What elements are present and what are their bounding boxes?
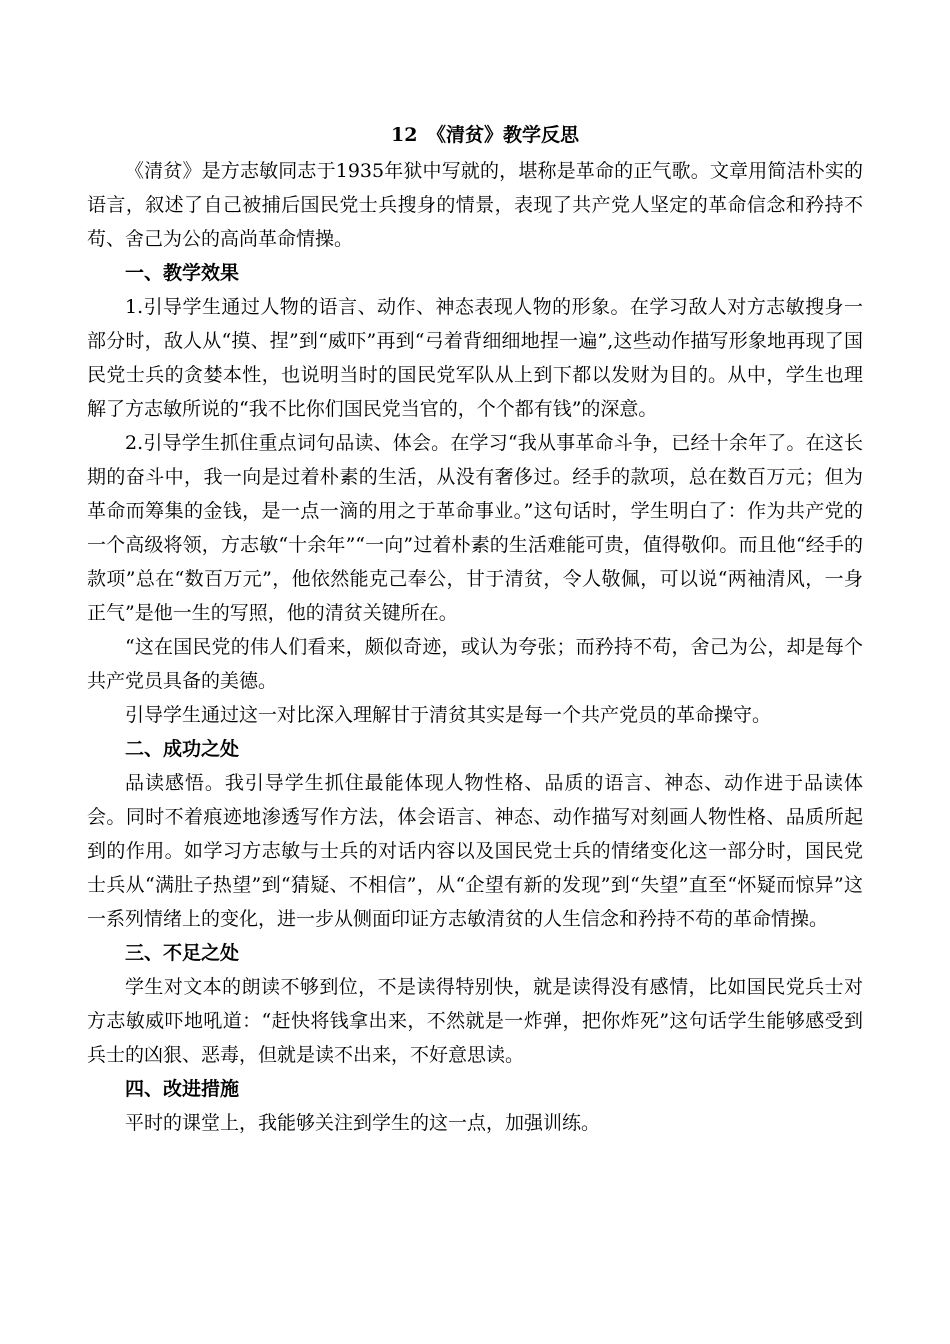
successes-paragraph: 品读感悟。我引导学生抓住最能体现人物性格、品质的语言、神态、动作进于品读体会。同时不着痕迹地渗透写作方法，体会语言、神态、动作描写对刻画人物性格、品质所起到的作用。如学习方志敏与士兵的对话内容以及国民党士兵的情绪变化这一部分时，国民党士兵从“满肚子热望”到“猜疑、不相信”，从“企望有新的发现”到“失望”直至“怀疑而惊异”这一系列情绪上的变化，进一步从侧面印证方志敏清贫的人生信念和矜持不苟的革命情操。 [87, 772, 863, 930]
section-heading-shortcomings: 三、不足之处 [125, 942, 240, 964]
section-heading-improvements: 四、改进措施 [125, 1078, 240, 1100]
section-heading-successes: 二、成功之处 [125, 738, 240, 760]
improvements-paragraph: 平时的课堂上，我能够关注到学生的这一点，加强训练。 [125, 1112, 601, 1134]
shortcomings-paragraph: 学生对文本的朗读不够到位，不是读得特别快，就是读得没有感情，比如国民党兵士对方志敏威吓地吼道：“赶快将钱拿出来，不然就是一炸弹，把你炸死”这句话学生能够感受到兵士的凶狠、恶毒，但就是读不出来，不好意思读。 [87, 976, 863, 1066]
intro-paragraph: 《清贫》是方志敏同志于1935年狱中写就的，堪称是革命的正气歌。文章用简洁朴实的语言，叙述了自己被捕后国民党士兵搜身的情景，表现了共产党人坚定的革命信念和矜持不苟、舍己为公的高尚革命情操。 [87, 160, 863, 250]
teaching-effect-paragraph-3: “这在国民党的伟人们看来，颇似奇迹，或认为夸张；而矜持不苟，舍己为公，却是每个共产党员具备的美德。 [87, 636, 863, 692]
document-page [87, 118, 863, 1140]
teaching-effect-paragraph-1: 1.引导学生通过人物的语言、动作、神态表现人物的形象。在学习敌人对方志敏搜身一部分时，敌人从“摸、捏”到“威吓”再到“弓着背细细地捏一遍”,这些动作描写形象地再现了国民党士兵的贪婪本性，也说明当时的国民党军队从上到下都以发财为目的。从中，学生也理解了方志敏所说的“我不比你们国民党当官的，个个都有钱”的深意。 [87, 296, 863, 420]
document-title: 12 《清贫》教学反思 [391, 124, 579, 146]
teaching-effect-paragraph-2: 2.引导学生抓住重点词句品读、体会。在学习“我从事革命斗争，已经十余年了。在这长期的奋斗中，我一向是过着朴素的生活，从没有奢侈过。经手的款项，总在数百万元；但为革命而筹集的金钱，是一点一滴的用之于革命事业。”这句话时，学生明白了：作为共产党的一个高级将领，方志敏“十余年”“一向”过着朴素的生活难能可贵，值得敬仰。而且他“经手的款项”总在“数百万元”，他依然能克己奉公，甘于清贫，令人敬佩，可以说“两袖清风，一身正气”是他一生的写照，他的清贫关键所在。 [87, 432, 863, 624]
teaching-effect-paragraph-4: 引导学生通过这一对比深入理解甘于清贫其实是每一个共产党员的革命操守。 [125, 704, 772, 726]
section-heading-teaching-effect: 一、教学效果 [125, 262, 240, 284]
